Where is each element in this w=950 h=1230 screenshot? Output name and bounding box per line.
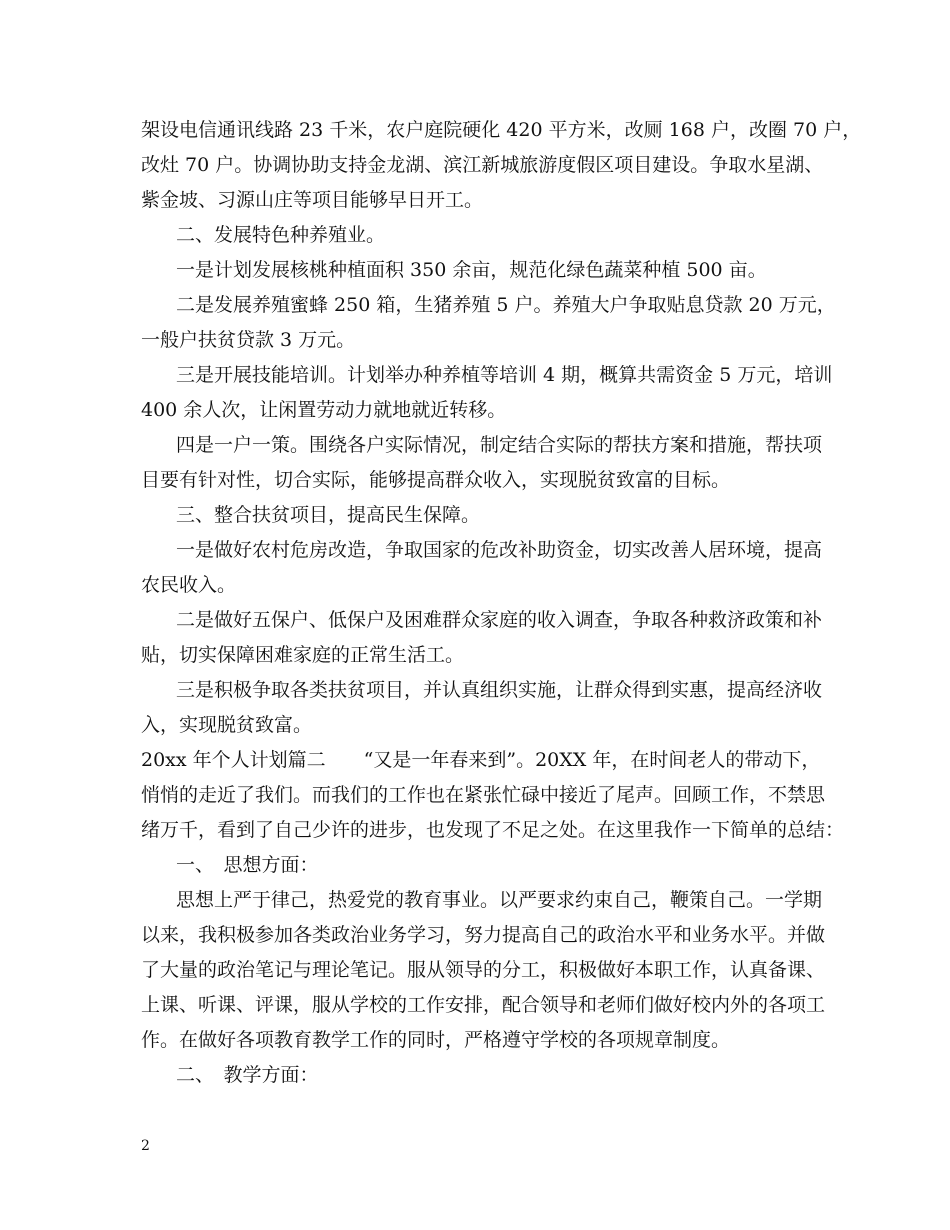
text-line: 绪万千，看到了自己少许的进步，也发现了不足之处。在这里我作一下简单的总结： (141, 819, 845, 841)
text-line: 二是发展养殖蜜蜂 250 箱，生猪养殖 5 户。养殖大户争取贴息贷款 20 万元， (176, 294, 836, 316)
text-line: 上课、听课、评课，服从学校的工作安排，配合领导和老师们做好校内外的各项工 (141, 994, 826, 1016)
text-line: 一是计划发展核桃种植面积 350 余亩，规范化绿色蔬菜种植 500 亩。 (176, 259, 767, 281)
text-line: 四是一户一策。围绕各户实际情况，制定结合实际的帮扶方案和措施，帮扶项 (176, 434, 823, 456)
text-line: 贴，切实保障困难家庭的正常生活工。 (141, 644, 465, 666)
text-line: 400 余人次，让闲置劳动力就地就近转移。 (141, 399, 507, 421)
text-line: 目要有针对性，切合实际，能够提高群众收入，实现脱贫致富的目标。 (141, 469, 731, 491)
text-line: 农民收入。 (141, 574, 237, 596)
section-heading: 一、 思想方面： (176, 854, 319, 876)
page-number: 2 (141, 1138, 150, 1154)
section-heading: 三、整合扶贫项目，提高民生保障。 (176, 504, 481, 526)
section-heading: 二、发展特色种养殖业。 (176, 224, 386, 246)
text-line: 了大量的政治笔记与理论笔记。服从领导的分工，积极做好本职工作，认真备课、 (141, 959, 826, 981)
text-line: 三是积极争取各类扶贫项目，并认真组织实施，让群众得到实惠，提高经济收 (176, 679, 823, 701)
text-line: 入，实现脱贫致富。 (141, 714, 313, 736)
text-line: 作。在做好各项教育教学工作的同时，严格遵守学校的各项规章制度。 (141, 1029, 731, 1051)
text-line: 20xx 年个人计划篇二 “又是一年春来到”。20XX 年，在时间老人的带动下， (141, 749, 821, 771)
text-line: 以来，我积极参加各类政治业务学习，努力提高自己的政治水平和业务水平。并做 (141, 924, 826, 946)
text-line: 思想上严于律己，热爱党的教育事业。以严要求约束自己，鞭策自己。一学期 (176, 889, 823, 911)
text-line: 一是做好农村危房改造，争取国家的危改补助资金，切实改善人居环境，提高 (176, 539, 823, 561)
section-heading: 二、 教学方面： (176, 1064, 319, 1086)
text-line: 架设电信通讯线路 23 千米，农户庭院硬化 420 平方米，改厕 168 户，改圈 70 户， (141, 119, 862, 141)
text-line: 紫金坡、习源山庄等项目能够早日开工。 (141, 189, 484, 211)
text-line: 三是开展技能培训。计划举办种养植等培训 4 期，概算共需资金 5 万元，培训 (176, 364, 833, 386)
text-line: 二是做好五保户、低保户及困难群众家庭的收入调查，争取各种救济政策和补 (176, 609, 823, 631)
text-line: 悄悄的走近了我们。而我们的工作也在紧张忙碌中接近了尾声。回顾工作，不禁思 (141, 784, 826, 806)
text-line: 一般户扶贫贷款 3 万元。 (141, 329, 356, 351)
text-line: 改灶 70 户。协调协助支持金龙湖、滨江新城旅游度假区项目建设。争取水星湖、 (141, 154, 824, 176)
